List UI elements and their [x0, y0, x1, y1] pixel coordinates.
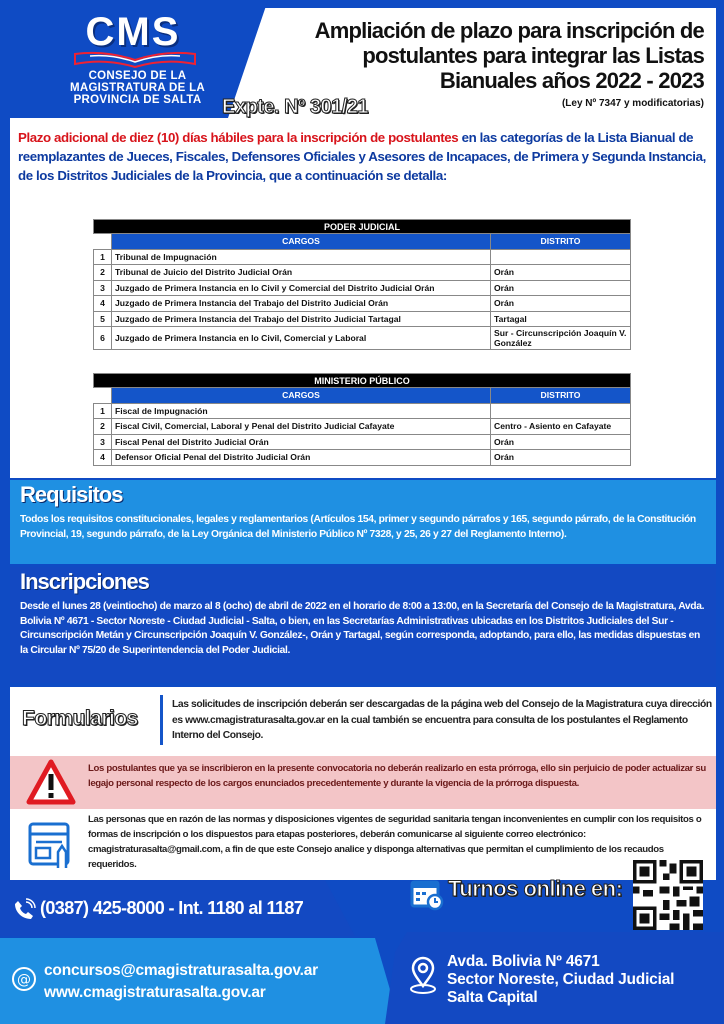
ministerio-publico-table [93, 373, 631, 466]
column-header: DISTRITO [491, 388, 631, 404]
logo-subtitle [50, 70, 225, 106]
row-number: 2 [94, 419, 112, 435]
row-number: 4 [94, 450, 112, 466]
distrito-cell: Orán [491, 280, 631, 296]
logo-subtitle-line: MAGISTRATURA DE LA [69, 82, 206, 94]
table-row [94, 327, 631, 350]
section-title: Requisitos [20, 482, 123, 507]
address-line: Avda. Bolivia Nº 4671 [447, 953, 600, 970]
phone-icon [12, 898, 36, 922]
section-text: Todos los requisitos constitucionales, legales y reglamentarios (Artículos 154, primer y segundo párrafos y 165, segundo párrafo, de la Constitución Provincial, 19, segundo párrafo, de la Ley Orgánica del Ministerio Público Nº 7328, y 25, 26 y 27 del Reglamento Interno). [20, 514, 696, 540]
intro-highlight: Plazo adicional de diez (10) días hábiles para la inscripción de postulantes [18, 130, 459, 145]
column-header: CARGOS [112, 234, 491, 250]
table-row [94, 265, 631, 281]
row-number: 6 [94, 327, 112, 350]
logo-subtitle-line: PROVINCIA DE SALTA [73, 94, 202, 106]
inscripciones-section [10, 567, 716, 683]
distrito-cell [491, 249, 631, 265]
svg-text:@: @ [17, 972, 31, 988]
distrito-cell: Orán [491, 434, 631, 450]
distrito-cell: Tartagal [491, 311, 631, 327]
cargo-cell: Fiscal de Impugnación [112, 403, 491, 419]
law-reference: (Ley Nº 7347 y modificatorias) [561, 98, 704, 109]
column-header: DISTRITO [491, 234, 631, 250]
cargo-cell: Defensor Oficial Penal del Distrito Judicial Orán [112, 450, 491, 466]
notices-panel [10, 687, 716, 880]
table-title: MINISTERIO PÚBLICO [94, 374, 631, 388]
contact-links [44, 960, 318, 1004]
cargo-cell: Fiscal Penal del Distrito Judicial Orán [112, 434, 491, 450]
calendar-icon [410, 877, 444, 911]
row-number: 1 [94, 403, 112, 419]
expediente-number: Expte. Nº 301/21 [222, 96, 369, 118]
title-line: postulantes para integrar las Listas [362, 43, 704, 68]
row-number: 2 [94, 265, 112, 281]
cargo-cell: Tribunal de Juicio del Distrito Judicial Orán [112, 265, 491, 281]
table-row [94, 434, 631, 450]
distrito-cell [491, 403, 631, 419]
qr-code[interactable] [633, 860, 703, 930]
table-row [94, 249, 631, 265]
cargo-cell: Tribunal de Impugnación [112, 249, 491, 265]
distrito-cell: Orán [491, 450, 631, 466]
address [447, 953, 674, 1007]
formularios-title: Formularios [22, 707, 138, 730]
row-number: 3 [94, 280, 112, 296]
row-number: 4 [94, 296, 112, 312]
column-header: CARGOS [112, 388, 491, 404]
section-text: Desde el lunes 28 (veintiocho) de marzo al 8 (ocho) de abril de 2022 en el horario de 8:00 a 13:00, en la Secretaría del Consejo de la Magistratura, Avda. Bolivia Nº 4671 - Sector Noreste - Ciudad Judicial - Salta, o bien, en las Secretarías Administrativas ubicadas en los Distritos Judiciales del Sur -Circunscripción Metán y Circunscripción Joaquín V. González-, Orán y Tartagal, según corresponda, adoptando, para ello, las medidas dispuestas en la Circular Nº 75/20 de Superintendencia del Poder Judicial. [20, 601, 705, 656]
cargo-cell: Juzgado de Primera Instancia del Trabajo del Distrito Judicial Tartagal [112, 311, 491, 327]
email-link[interactable]: concursos@cmagistraturasalta.gov.ar [44, 962, 319, 979]
formularios-text: Las solicitudes de inscripción deberán ser descargadas de la página web del Consejo de la Magistratura cuya dirección es www.cmagistraturasalta.gov.ar en la cual también se encuentra para consulta de los postulantes el Reglamento Interno del Consejo. [172, 699, 712, 741]
table-title: PODER JUDICIAL [94, 220, 631, 234]
table-row [94, 296, 631, 312]
warning-box [10, 756, 716, 809]
intro-rest: en las categorías de la Lista Bianual de reemplazantes de Jueces, Fiscales, Defensores Oficiales y Asesores de Incapaces, de Primera y Segunda Instancia, de los Distritos Judiciales de la Provincia, que a continuación se detalla: [18, 130, 706, 183]
book-logo-icon [70, 50, 200, 68]
distrito-cell: Orán [491, 265, 631, 281]
poder-judicial-table [93, 219, 631, 350]
title-line: Bianuales años 2022 - 2023 [439, 68, 704, 93]
website-link[interactable]: www.cmagistraturasalta.gov.ar [44, 984, 266, 1001]
info-text: Las personas que en razón de las normas y disposiciones vigentes de seguridad sanitaria tengan inconvenientes en cumplir con los requisitos o formas de inscripción o los dispuestos para etapas posteriores, deberán comunicarse al siguiente correo electrónico: cmagistraturasalta@gmail.com, a fin de que este Consejo analice y disponga alternativas que permitan el cumplimiento de los recaudos requeridos. [88, 814, 702, 870]
logo-subtitle-line: CONSEJO DE LA [88, 70, 187, 82]
distrito-cell: Sur - Circunscripción Joaquín V. González [491, 327, 631, 350]
table-row [94, 403, 631, 419]
table-row [94, 280, 631, 296]
intro-text [18, 128, 708, 185]
warning-icon [26, 759, 76, 805]
section-title: Inscripciones [20, 569, 149, 594]
cargo-cell: Juzgado de Primera Instancia en lo Civil y Comercial del Distrito Judicial Orán [112, 280, 491, 296]
table-row [94, 311, 631, 327]
title-line: Ampliación de plazo para inscripción de [314, 18, 704, 43]
distrito-cell: Orán [491, 296, 631, 312]
content-panel [10, 118, 716, 478]
phone-number[interactable]: (0387) 425-8000 - Int. 1180 al 1187 [40, 898, 304, 918]
divider [160, 695, 163, 745]
location-pin-icon [408, 956, 438, 996]
requisitos-section [10, 480, 716, 564]
web-form-icon [28, 822, 72, 870]
row-number: 3 [94, 434, 112, 450]
cargo-cell: Fiscal Civil, Comercial, Laboral y Penal del Distrito Judicial Cafayate [112, 419, 491, 435]
row-number: 5 [94, 311, 112, 327]
row-number: 1 [94, 249, 112, 265]
page-title [274, 18, 704, 93]
table-row [94, 450, 631, 466]
turnos-online-label: Turnos online en: [448, 876, 623, 901]
warning-text: Los postulantes que ya se inscribieron en la presente convocatoria no deberán realizarlo en esta prórroga, ello sin perjuicio de poder actualizar su legajo personal respecto de los cargos enunciados precedentemente y durante la vigencia de la prórroga dispuesta. [88, 763, 706, 789]
address-line: Sector Noreste, Ciudad Judicial [447, 971, 675, 988]
cargo-cell: Juzgado de Primera Instancia del Trabajo del Distrito Judicial Orán [112, 296, 491, 312]
table-row [94, 419, 631, 435]
logo: CMS [85, 10, 181, 54]
at-sign-icon [10, 966, 38, 994]
address-line: Salta Capital [447, 989, 538, 1006]
distrito-cell: Centro - Asiento en Cafayate [491, 419, 631, 435]
cargo-cell: Juzgado de Primera Instancia en lo Civil, Comercial y Laboral [112, 327, 491, 350]
